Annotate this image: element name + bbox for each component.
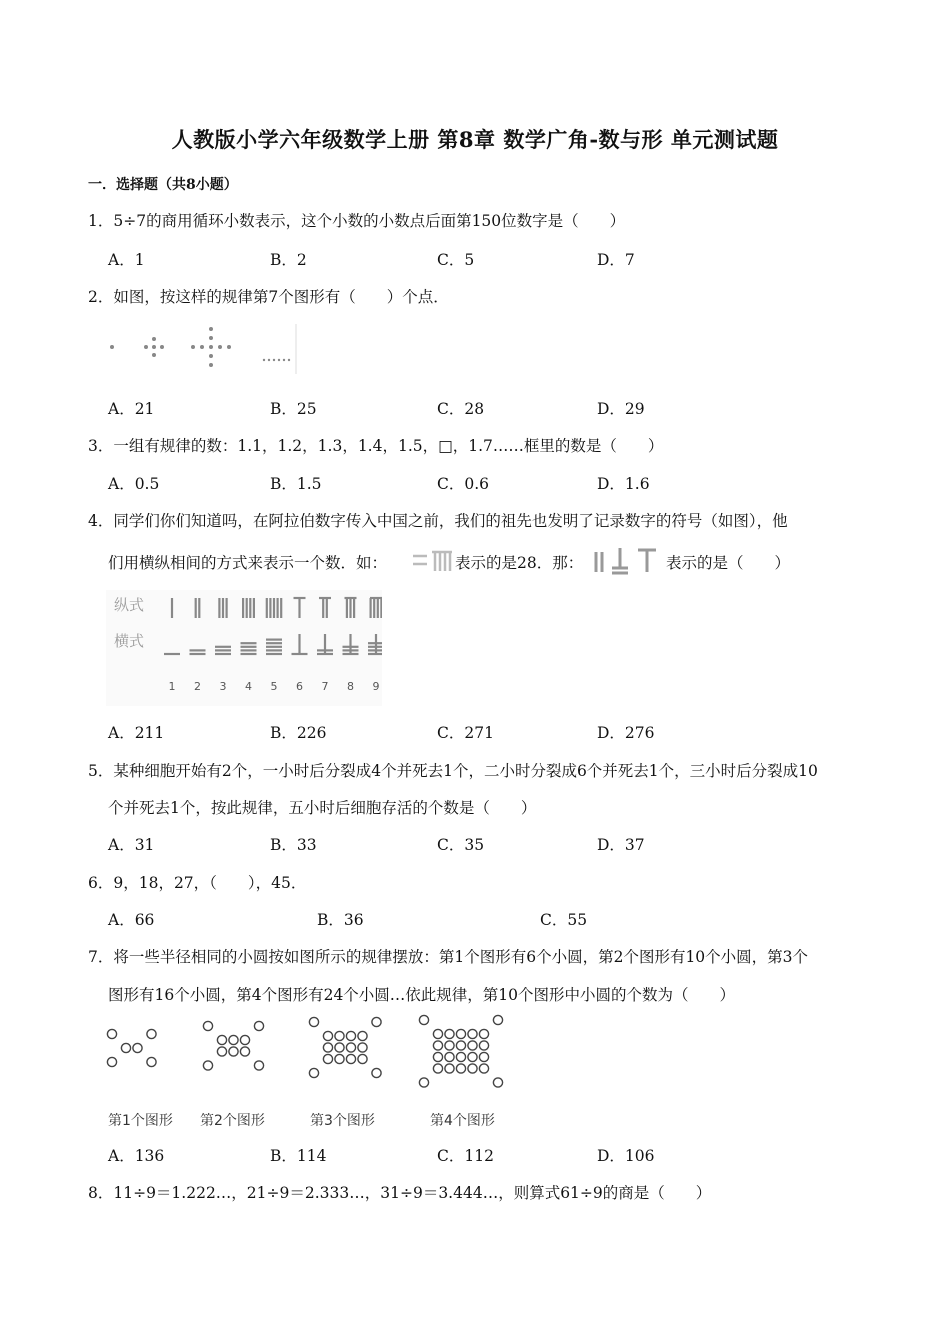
rod-question-number (588, 542, 664, 578)
question-7-text-2: 图形有16个小圆，第4个图形有24个小圆…依此规律，第10个图形中小圆的个数为（ ） (108, 986, 736, 1004)
q5-option-a[interactable]: A．31 (108, 836, 155, 854)
small-circle (479, 1041, 488, 1050)
small-circle (203, 1021, 212, 1030)
small-circle (479, 1029, 488, 1038)
question-4-text-2a: 们用横纵相间的方式来表示一个数．如： (108, 554, 388, 572)
small-circle (358, 1043, 367, 1052)
small-circle (147, 1057, 156, 1066)
figure-1-caption: 第1个图形 (108, 1113, 173, 1129)
rod-digit-label: 4 (245, 680, 252, 693)
small-circle (468, 1052, 477, 1061)
question-4-text-2c: 表示的是（ ） (666, 554, 791, 572)
small-circle (309, 1068, 318, 1077)
small-circle (346, 1054, 355, 1063)
q5-option-c[interactable]: C．35 (437, 836, 485, 854)
small-circle (107, 1029, 116, 1038)
small-circle (335, 1031, 344, 1040)
q3-option-d[interactable]: D．1.6 (597, 475, 650, 493)
section-heading: 一．选择题（共8小题） (88, 177, 238, 193)
question-1-text: 1．5÷7的商用循环小数表示，这个小数的小数点后面第150位数字是（ ） (88, 212, 626, 230)
small-circle (456, 1029, 465, 1038)
figure-3-caption: 第3个图形 (310, 1113, 375, 1129)
rod-digit-label: 2 (194, 680, 201, 693)
small-circle (229, 1035, 238, 1044)
q3-option-a[interactable]: A．0.5 (108, 475, 160, 493)
small-circle (121, 1043, 130, 1052)
question-4-text-2b: 表示的是28．那： (455, 554, 584, 572)
small-circle (254, 1061, 263, 1070)
small-circle (445, 1029, 454, 1038)
circle-pattern-figure (100, 1012, 520, 1132)
q4-option-c[interactable]: C．271 (437, 724, 494, 742)
small-circle (372, 1017, 381, 1026)
figure-4-caption: 第4个图形 (430, 1113, 495, 1129)
page-title: 人教版小学六年级数学上册 第8章 数学广角-数与形 单元测试题 (171, 127, 779, 152)
question-8-text: 8．11÷9＝1.222…，21÷9＝2.333…，31÷9＝3.444…，则算式61÷9的商是（ ） (88, 1184, 712, 1202)
small-circle (346, 1031, 355, 1040)
q6-option-b[interactable]: B．36 (317, 911, 364, 929)
q5-option-b[interactable]: B．33 (270, 836, 317, 854)
q1-option-b[interactable]: B．2 (270, 251, 307, 269)
rod-digit-label: 8 (347, 680, 354, 693)
q5-option-d[interactable]: D．37 (597, 836, 645, 854)
small-circle (323, 1054, 332, 1063)
q6-option-c[interactable]: C．55 (540, 911, 588, 929)
small-circle (493, 1015, 502, 1024)
question-3-text: 3．一组有规律的数：1.1，1.2，1.3，1.4，1.5，□，1.7……框里的数是（ ） (88, 437, 664, 455)
small-circle (309, 1017, 318, 1026)
small-circle (240, 1035, 249, 1044)
rod-table-row1-label: 纵式 (114, 596, 145, 614)
rod-digit-label: 3 (219, 680, 227, 693)
small-circle (335, 1054, 344, 1063)
small-circle (456, 1064, 465, 1073)
small-circle (217, 1047, 226, 1056)
small-circle (479, 1052, 488, 1061)
question-6-text: 6．9，18，27，（ ），45． (88, 874, 307, 892)
q2-option-c[interactable]: C．28 (437, 400, 485, 418)
question-5-text-2: 个并死去1个，按此规律，五小时后细胞存活的个数是（ ） (108, 799, 537, 817)
small-circle (433, 1052, 442, 1061)
rod-digit-label: 7 (321, 680, 329, 693)
small-circle (147, 1029, 156, 1038)
small-circle (107, 1057, 116, 1066)
rod-table-row2-label: 横式 (114, 632, 145, 650)
q1-option-c[interactable]: C．5 (437, 251, 475, 269)
small-circle (445, 1064, 454, 1073)
small-circle (254, 1021, 263, 1030)
small-circle (217, 1035, 226, 1044)
q4-option-a[interactable]: A．211 (108, 724, 165, 742)
q4-option-d[interactable]: D．276 (597, 724, 655, 742)
small-circle (456, 1041, 465, 1050)
small-circle (445, 1041, 454, 1050)
q6-option-a[interactable]: A．66 (108, 911, 155, 929)
question-7-text: 7．将一些半径相同的小圆按如图所示的规律摆放：第1个图形有6个小圆，第2个图形有10个小圆，第3个 (88, 948, 809, 966)
rod-digit-label: 5 (270, 680, 278, 693)
q3-option-b[interactable]: B．1.5 (270, 475, 322, 493)
q7-option-b[interactable]: B．114 (270, 1147, 327, 1165)
question-4-text: 4．同学们你们知道吗，在阿拉伯数字传入中国之前，我们的祖先也发明了记录数字的符号（如图），他 (88, 512, 788, 530)
small-circle (358, 1031, 367, 1040)
small-circle (433, 1064, 442, 1073)
small-circle (445, 1052, 454, 1061)
small-circle (133, 1043, 142, 1052)
q1-option-d[interactable]: D．7 (597, 251, 635, 269)
rod-digit-label: 6 (296, 680, 303, 693)
small-circle (493, 1078, 502, 1087)
small-circle (468, 1064, 477, 1073)
q2-option-b[interactable]: B．25 (270, 400, 317, 418)
q1-option-a[interactable]: A．1 (108, 251, 145, 269)
dot-pattern-figure (104, 320, 304, 378)
small-circle (323, 1043, 332, 1052)
small-circle (419, 1015, 428, 1024)
q7-option-c[interactable]: C．112 (437, 1147, 494, 1165)
q7-option-a[interactable]: A．136 (108, 1147, 165, 1165)
small-circle (456, 1052, 465, 1061)
small-circle (433, 1029, 442, 1038)
rod-example-28 (408, 546, 454, 576)
small-circle (358, 1054, 367, 1063)
small-circle (203, 1061, 212, 1070)
small-circle (335, 1043, 344, 1052)
q4-option-b[interactable]: B．226 (270, 724, 327, 742)
small-circle (346, 1043, 355, 1052)
small-circle (468, 1029, 477, 1038)
q3-option-c[interactable]: C．0.6 (437, 475, 490, 493)
q2-option-a[interactable]: A．21 (108, 400, 155, 418)
small-circle (372, 1068, 381, 1077)
q2-option-d[interactable]: D．29 (597, 400, 645, 418)
question-5-text: 5．某种细胞开始有2个，一小时后分裂成4个并死去1个，二小时分裂成6个并死去1个，三小时后分裂成10 (88, 762, 818, 780)
rod-numeral-table (106, 590, 382, 706)
small-circle (468, 1041, 477, 1050)
small-circle (323, 1031, 332, 1040)
small-circle (433, 1041, 442, 1050)
rod-digit-label: 9 (372, 680, 380, 693)
q7-option-d[interactable]: D．106 (597, 1147, 655, 1165)
question-2-text: 2．如图，按这样的规律第7个图形有（ ）个点． (88, 288, 449, 306)
figure-2-caption: 第2个图形 (200, 1113, 265, 1129)
small-circle (240, 1047, 249, 1056)
small-circle (419, 1078, 428, 1087)
small-circle (229, 1047, 238, 1056)
rod-digit-label: 1 (168, 680, 176, 693)
small-circle (479, 1064, 488, 1073)
